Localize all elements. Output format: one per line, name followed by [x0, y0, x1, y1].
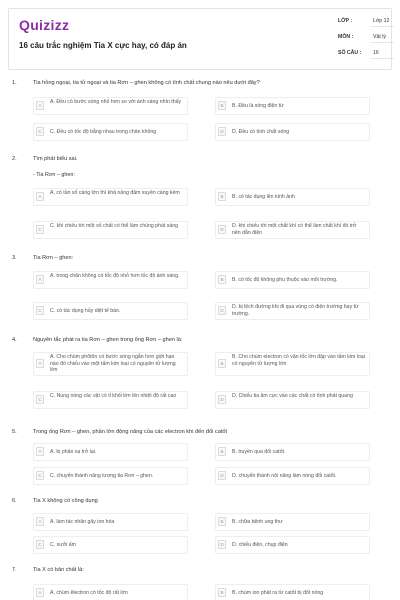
meta-label: SỐ CÂU : [338, 50, 362, 56]
question-number: 4. [12, 337, 17, 343]
meta-value: 16 [373, 50, 379, 56]
option-text: A. bị phản xạ trở lại. [50, 449, 97, 455]
option-text: B. truyền qua đối catốt. [232, 449, 286, 455]
option-text: B. có tác dụng lên kính ảnh [232, 194, 295, 200]
question-subtext: - Tia Rơn – ghen: [33, 172, 75, 178]
meta-row-count [338, 47, 394, 59]
option-text: D. bị lệch đường khi đi qua vùng có điện trường hay từ trường. [232, 304, 359, 317]
option-letter: A [36, 517, 44, 526]
option-letter: A [36, 192, 44, 201]
option-text: C. Đều có tốc độ bằng nhau trong chân không [50, 129, 157, 135]
option-text: C. khi chiếu tới một số chất có thể làm chúng phát sáng [50, 223, 178, 229]
option-text: A. Đều có bước sóng nhỏ hơn so với ánh sáng nhìn thấy [50, 99, 182, 105]
option-text: B. Đều là sóng điện từ [232, 103, 284, 109]
option-letter: B [218, 447, 226, 456]
option-letter: C [36, 306, 44, 315]
option-letter: B [218, 275, 226, 284]
option-letter: B [218, 588, 226, 597]
quizizz-logo[interactable]: Quizizz [19, 17, 70, 33]
option-text: D. khi chiếu tới một chất khí có thể làm chất khí đó trở nên dẫn điện [232, 223, 357, 236]
option-text: A. trong chân không có tốc độ nhỏ hơn tốc độ ánh sáng. [50, 273, 180, 279]
option-text: C. Nung nóng các vật có tỉ khối lớn lên nhiệt độ rất cao [50, 393, 177, 399]
option-letter: D [218, 306, 226, 315]
option-text: A. làm tác nhân gây ion hóa [50, 519, 115, 525]
option-letter: C [36, 127, 44, 136]
meta-row-class [338, 15, 394, 27]
option-text: B. có tốc độ không phụ thuộc vào môi trường. [232, 277, 338, 283]
option-letter: B [218, 101, 226, 110]
option-text: A. chùm êlectron có tốc độ rất lớn [50, 590, 128, 596]
option-letter: D [218, 471, 226, 480]
option-letter: D [218, 540, 226, 549]
question-text: Tia X không có công dụng [33, 498, 98, 504]
option-letter: B [218, 359, 226, 368]
option-letter: C [36, 540, 44, 549]
question-number: 2. [12, 156, 17, 162]
option-text: C. có tác dụng hủy diệt tế bào. [50, 308, 121, 314]
option-text: B. chùm ion phát ra từ catốt bị đốt nóng [232, 590, 324, 596]
option-text: D. Chiếu tia âm cực vào các chất có tính phát quang [232, 393, 353, 399]
meta-value: Vật lý [373, 34, 386, 40]
question-number: 1. [12, 80, 17, 86]
option-letter: A [36, 447, 44, 456]
option-letter: D [218, 127, 226, 136]
option-text: A. có tần số càng lớn thì khả năng đâm xuyên càng kém [50, 190, 180, 196]
option-letter: A [36, 275, 44, 284]
question-number: 3. [12, 255, 17, 261]
meta-underline [370, 58, 394, 59]
option-text: D. chiếu điện, chụp điện [232, 542, 288, 548]
question-text: Tia X có bản chất là: [33, 567, 84, 573]
option-text: A. Cho chùm phôtôn có bước sóng ngắn hơn giới hạn nào đó chiếu vào một tấm kim loại có nguyên tử lượng lớn [50, 354, 176, 373]
question-text: Trong ống Rơn – ghen, phần lớn động năng của các electron khi đến đối catốt [33, 429, 228, 435]
question-text: Nguyên tắc phát ra tia Rơn – ghen trong ống Rơn – ghen là: [33, 337, 183, 343]
option-text: B. Cho chùm electron có vận tốc lớn đập vào tấm kim loại có nguyên tử lượng lớn [232, 354, 365, 367]
meta-underline [370, 42, 394, 43]
meta-row-subject [338, 31, 394, 43]
option-text: D. chuyển thành nội năng làm nóng đối catốt. [232, 473, 337, 479]
question-number: 5. [12, 429, 17, 435]
question-number: 7. [12, 567, 17, 573]
option-letter: A [36, 359, 44, 368]
option-letter: A [36, 101, 44, 110]
option-text: D. Đều có tính chất sóng [232, 129, 290, 135]
option-letter: C [36, 395, 44, 404]
meta-value: Lớp 12 [373, 18, 390, 24]
meta-underline [370, 26, 394, 27]
option-letter: B [218, 192, 226, 201]
option-text: B. chữa bệnh ung thư [232, 519, 283, 525]
worksheet-header [8, 8, 392, 70]
option-text: C. sưởi ấm [50, 542, 76, 548]
option-letter: C [36, 471, 44, 480]
option-letter: A [36, 588, 44, 597]
option-letter: B [218, 517, 226, 526]
question-number: 6. [12, 498, 17, 504]
option-letter: D [218, 395, 226, 404]
page-title: 16 câu trắc nghiệm Tia X cực hay, có đáp án [19, 41, 187, 50]
question-text: Tia Rơn – ghen: [33, 255, 74, 261]
option-letter: D [218, 225, 226, 234]
meta-label: MÔN : [338, 34, 354, 40]
option-letter: C [36, 225, 44, 234]
question-text: Tìm phát biểu sai. [33, 156, 78, 162]
question-text: Tia hồng ngoại, tia tử ngoại và tia Rơn – ghen không có tính chất chung nào nêu dưới đây? [33, 80, 260, 86]
meta-label: LỚP : [338, 18, 353, 24]
option-text: C. chuyển thành năng lượng tia Rơn – ghen. [50, 473, 154, 479]
